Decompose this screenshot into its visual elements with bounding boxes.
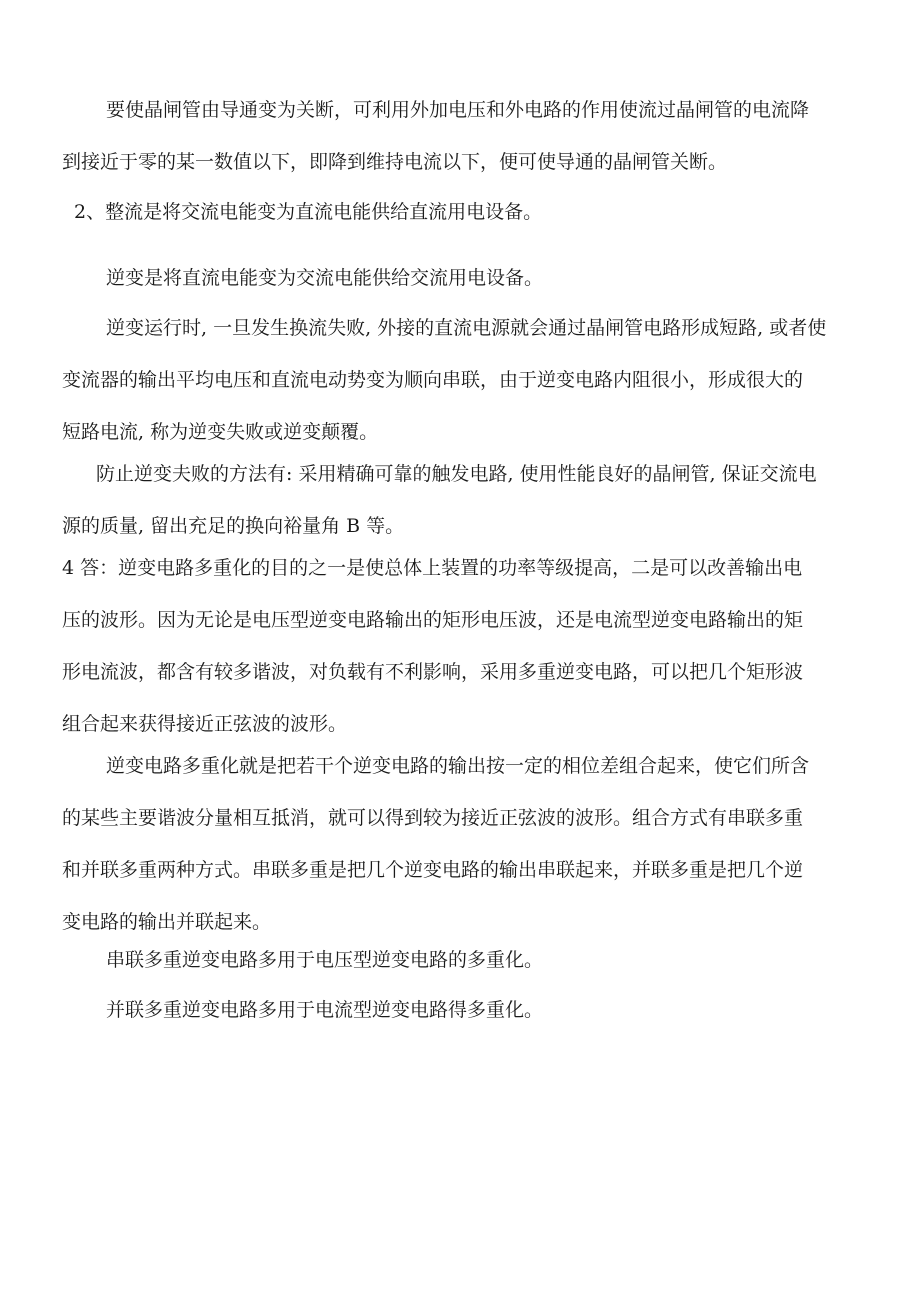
text-line: 组合起来获得接近正弦波的波形。 bbox=[62, 713, 348, 735]
paragraph-inversion-failure bbox=[62, 302, 826, 458]
paragraph-answer-4 bbox=[62, 542, 803, 750]
text-line: 4 答：逆变电路多重化的目的之一是使总体上装置的功率等级提高，二是可以改善输出电 bbox=[62, 557, 803, 579]
paragraph-parallel-multiplexing bbox=[106, 984, 543, 1036]
text-line: 到接近于零的某一数值以下，即降到维持电流以下，便可使导通的晶闸管关断。 bbox=[62, 151, 728, 173]
text-line: 和并联多重两种方式。串联多重是把几个逆变电路的输出串联起来，并联多重是把几个逆 bbox=[62, 859, 804, 881]
paragraph-thyristor-turnoff bbox=[62, 84, 809, 188]
paragraph-failure-prevention bbox=[62, 448, 817, 552]
paragraph-series-multiplexing bbox=[106, 934, 543, 986]
text-line: 的某些主要谐波分量相互抵消，就可以得到较为接近正弦波的波形。组合方式有串联多重 bbox=[62, 807, 804, 829]
text-line: 逆变运行时, 一旦发生换流失败, 外接的直流电源就会通过晶闸管电路形成短路, 或者使 bbox=[106, 317, 827, 339]
text-line: 形电流波，都含有较多谐波，对负载有不利影响，采用多重逆变电路，可以把几个矩形波 bbox=[62, 661, 804, 683]
paragraph-multiplexing bbox=[62, 740, 809, 948]
text-line: 串联多重逆变电路多用于电压型逆变电路的多重化。 bbox=[106, 949, 544, 971]
text-line: 并联多重逆变电路多用于电流型逆变电路得多重化。 bbox=[106, 999, 544, 1021]
text-line: 逆变电路多重化就是把若干个逆变电路的输出按一定的相位差组合起来，使它们所含 bbox=[106, 755, 810, 777]
text-line: 逆变是将直流电能变为交流电能供给交流用电设备。 bbox=[106, 267, 544, 289]
text-line: 要使晶闸管由导通变为关断，可利用外加电压和外电路的作用使流过晶闸管的电流降 bbox=[106, 99, 810, 121]
text-line: 2、整流是将交流电能变为直流电能供给直流用电设备。 bbox=[74, 201, 543, 223]
text-line: 短路电流, 称为逆变失败或逆变颠覆。 bbox=[62, 421, 379, 443]
text-line: 变电路的输出并联起来。 bbox=[62, 911, 272, 933]
text-line: 压的波形。因为无论是电压型逆变电路输出的矩形电压波，还是电流型逆变电路输出的矩 bbox=[62, 609, 804, 631]
text-line: 变流器的输出平均电压和直流电动势变为顺向串联，由于逆变电路内阻很小，形成很大的 bbox=[62, 369, 804, 391]
text-line: 源的质量, 留出充足的换向裕量角 B 等。 bbox=[62, 515, 405, 537]
text-line: 防止逆变夫败的方法有: 采用精确可靠的触发电路, 使用性能良好的晶闸管, 保证交流电 bbox=[96, 463, 817, 485]
paragraph-inversion bbox=[106, 252, 543, 304]
paragraph-rectification bbox=[74, 186, 542, 238]
